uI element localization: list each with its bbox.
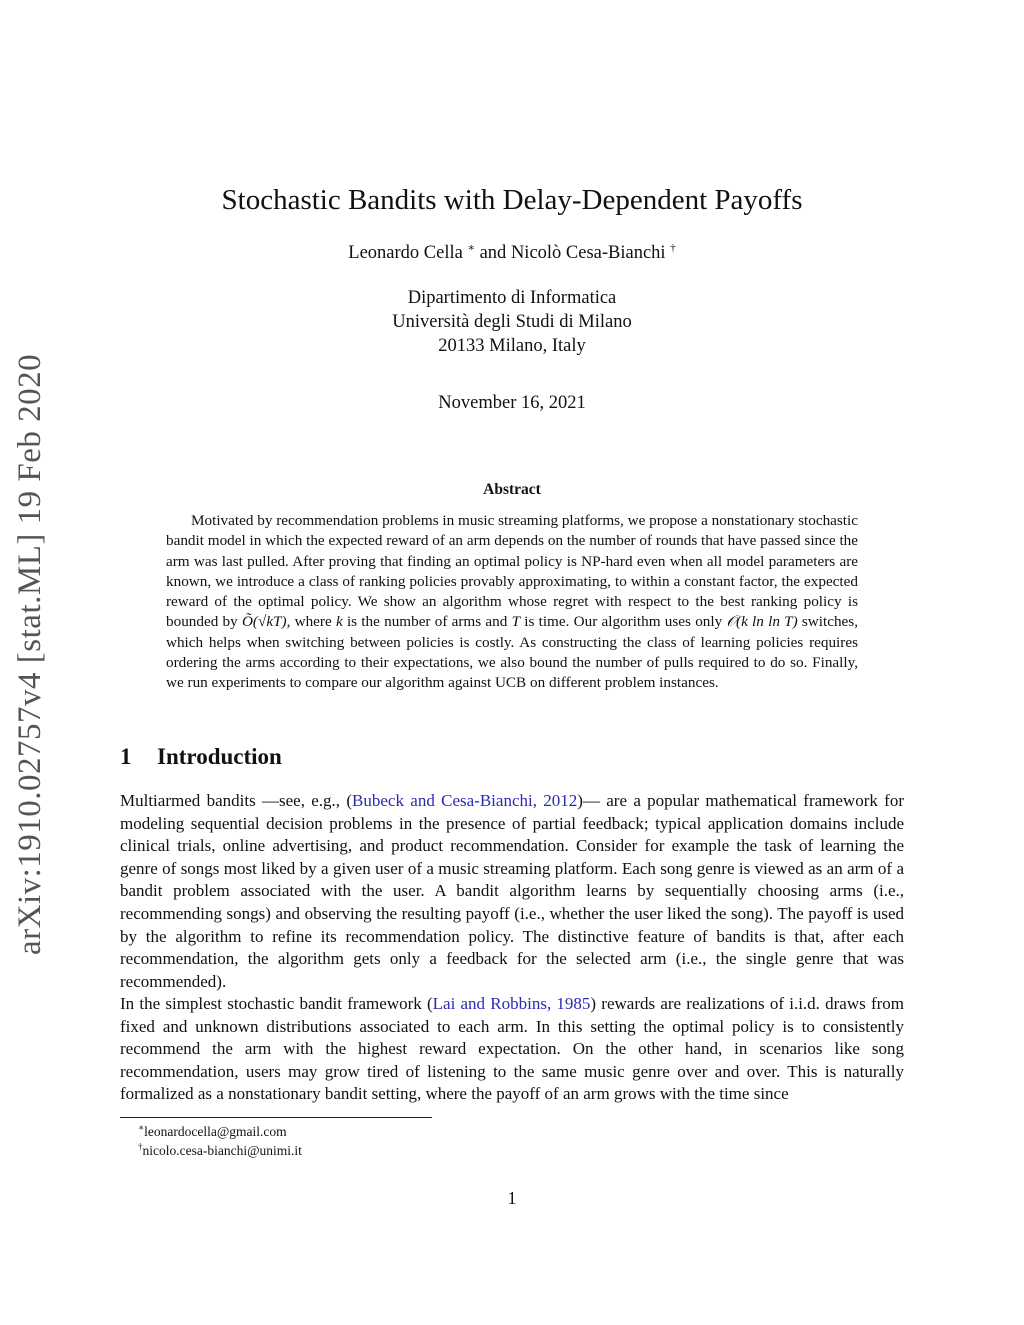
section-number: 1 <box>120 744 132 769</box>
math-k: k <box>335 613 343 631</box>
footnote-email-2: nicolo.cesa-bianchi@unimi.it <box>142 1143 302 1158</box>
footnote-email-1: leonardocella@gmail.com <box>144 1124 287 1139</box>
abstract-text-part-1: Motivated by recommendation problems in music streaming platforms, we propose a nonstationary stochastic bandit model in which the expected reward of an arm depends on the number of rounds that have passed since the arm was last pulled. After proving that finding an optimal policy is NP-hard even when all model parameters are known, we introduce a class of ranking policies provably approximating, to within a constant factor, the expected reward of the optimal policy. We show an algorithm whose regret with respect to the best ranking policy is bounded by <box>166 512 858 631</box>
citation-link-bubeck-year[interactable]: 2012 <box>543 791 578 810</box>
author-conjunction: and <box>474 243 511 263</box>
author-line <box>0 243 1024 264</box>
affiliation-university: Università degli Studi di Milano <box>392 312 632 332</box>
author-footnote-mark-1[interactable]: ∗ <box>467 241 475 254</box>
footnote-divider <box>120 1117 432 1118</box>
author-footnote-mark-2[interactable]: † <box>670 241 676 254</box>
citation-separator: , <box>546 994 557 1013</box>
footnote-mark-1: ∗ <box>138 1122 145 1133</box>
paper-title: Stochastic Bandits with Delay-Dependent Payoffs <box>221 184 803 216</box>
affiliation-address: 20133 Milano, Italy <box>438 336 586 356</box>
abstract-text-part-5: switches, which helps when switching between policies is costly. As constructing the class of learning policies requires ordering the arms according to their expectations, we also bound the number of pulls required to do so. Finally, we run experiments to compare our algorithm against UCB on different problem instances. <box>166 613 858 692</box>
footnote-2 <box>138 1141 302 1160</box>
citation-link-bubeck[interactable]: Bubeck and Cesa-Bianchi <box>352 791 533 810</box>
footnote-mark-2: † <box>138 1141 143 1152</box>
paragraph-2-text-b: ) rewards are realizations of i.i.d. draws from fixed and unknown distributions associated to each arm. In this setting the optimal policy is to consistently recommend the arm with the highest reward expectation. On the other hand, in scenarios like song recommendation, users may grow tired of listening to the same music genre over and over. This is naturally formalized as a nonstationary bandit setting, where the payoff of an arm grows with the time since <box>120 994 904 1104</box>
footnote-1 <box>138 1122 302 1141</box>
intro-paragraph-1 <box>120 790 904 993</box>
abstract-text-part-3: is the number of arms and <box>342 613 512 631</box>
section-heading-introduction <box>120 744 282 770</box>
affiliation-department: Dipartimento di Informatica <box>407 288 617 308</box>
citation-separator: , <box>532 791 544 810</box>
math-T: T <box>511 613 521 631</box>
page-number: 1 <box>507 1188 517 1208</box>
abstract-text-part-2: , where <box>286 613 336 631</box>
author-name-2: Nicolò Cesa-Bianchi <box>510 243 666 263</box>
paragraph-1-text-b: )— are a popular mathematical framework for modeling sequential decision problems in the presence of partial feedback; typical application domains include clinical trials, online advertising, and product recommendation. Consider for example the task of learning the genre of songs most liked by a given user of a music streaming platform. Each song genre is viewed as an arm of a bandit problem associated with the user. A bandit algorithm learns by sequentially choosing arms (i.e., recommending songs) and observing the resulting payoff (i.e., whether the user liked the song). The payoff is used by the algorithm to refine its recommendation policy. The distinctive feature of bandits is that, after each recommendation, the algorithm gets only a feedback for the selected arm (i.e., the single genre that was recommended). <box>120 791 904 991</box>
intro-paragraph-2 <box>120 993 904 1106</box>
citation-link-lai-robbins[interactable]: Lai and Robbins <box>432 994 547 1013</box>
regret-bound-math: Õ(√kT) <box>241 613 287 631</box>
abstract-text <box>166 511 858 694</box>
paragraph-1-text-a: Multiarmed bandits —see, e.g., ( <box>120 791 353 810</box>
abstract-heading: Abstract <box>483 481 541 498</box>
affiliation-block <box>0 286 1024 358</box>
citation-link-lai-robbins-year[interactable]: 1985 <box>556 994 591 1013</box>
abstract-text-part-4: is time. Our algorithm uses only <box>520 613 727 631</box>
footnotes-block <box>138 1122 302 1160</box>
paragraph-2-text-a: In the simplest stochastic bandit framework ( <box>120 994 433 1013</box>
section-title: Introduction <box>157 744 282 769</box>
switches-bound-math: 𝒪(k ln ln T) <box>726 613 798 631</box>
paper-date: November 16, 2021 <box>438 393 586 413</box>
author-name-1: Leonardo Cella <box>348 243 463 263</box>
arxiv-identifier-stamp: arXiv:1910.02757v4 [stat.ML] 19 Feb 2020 <box>12 353 48 955</box>
